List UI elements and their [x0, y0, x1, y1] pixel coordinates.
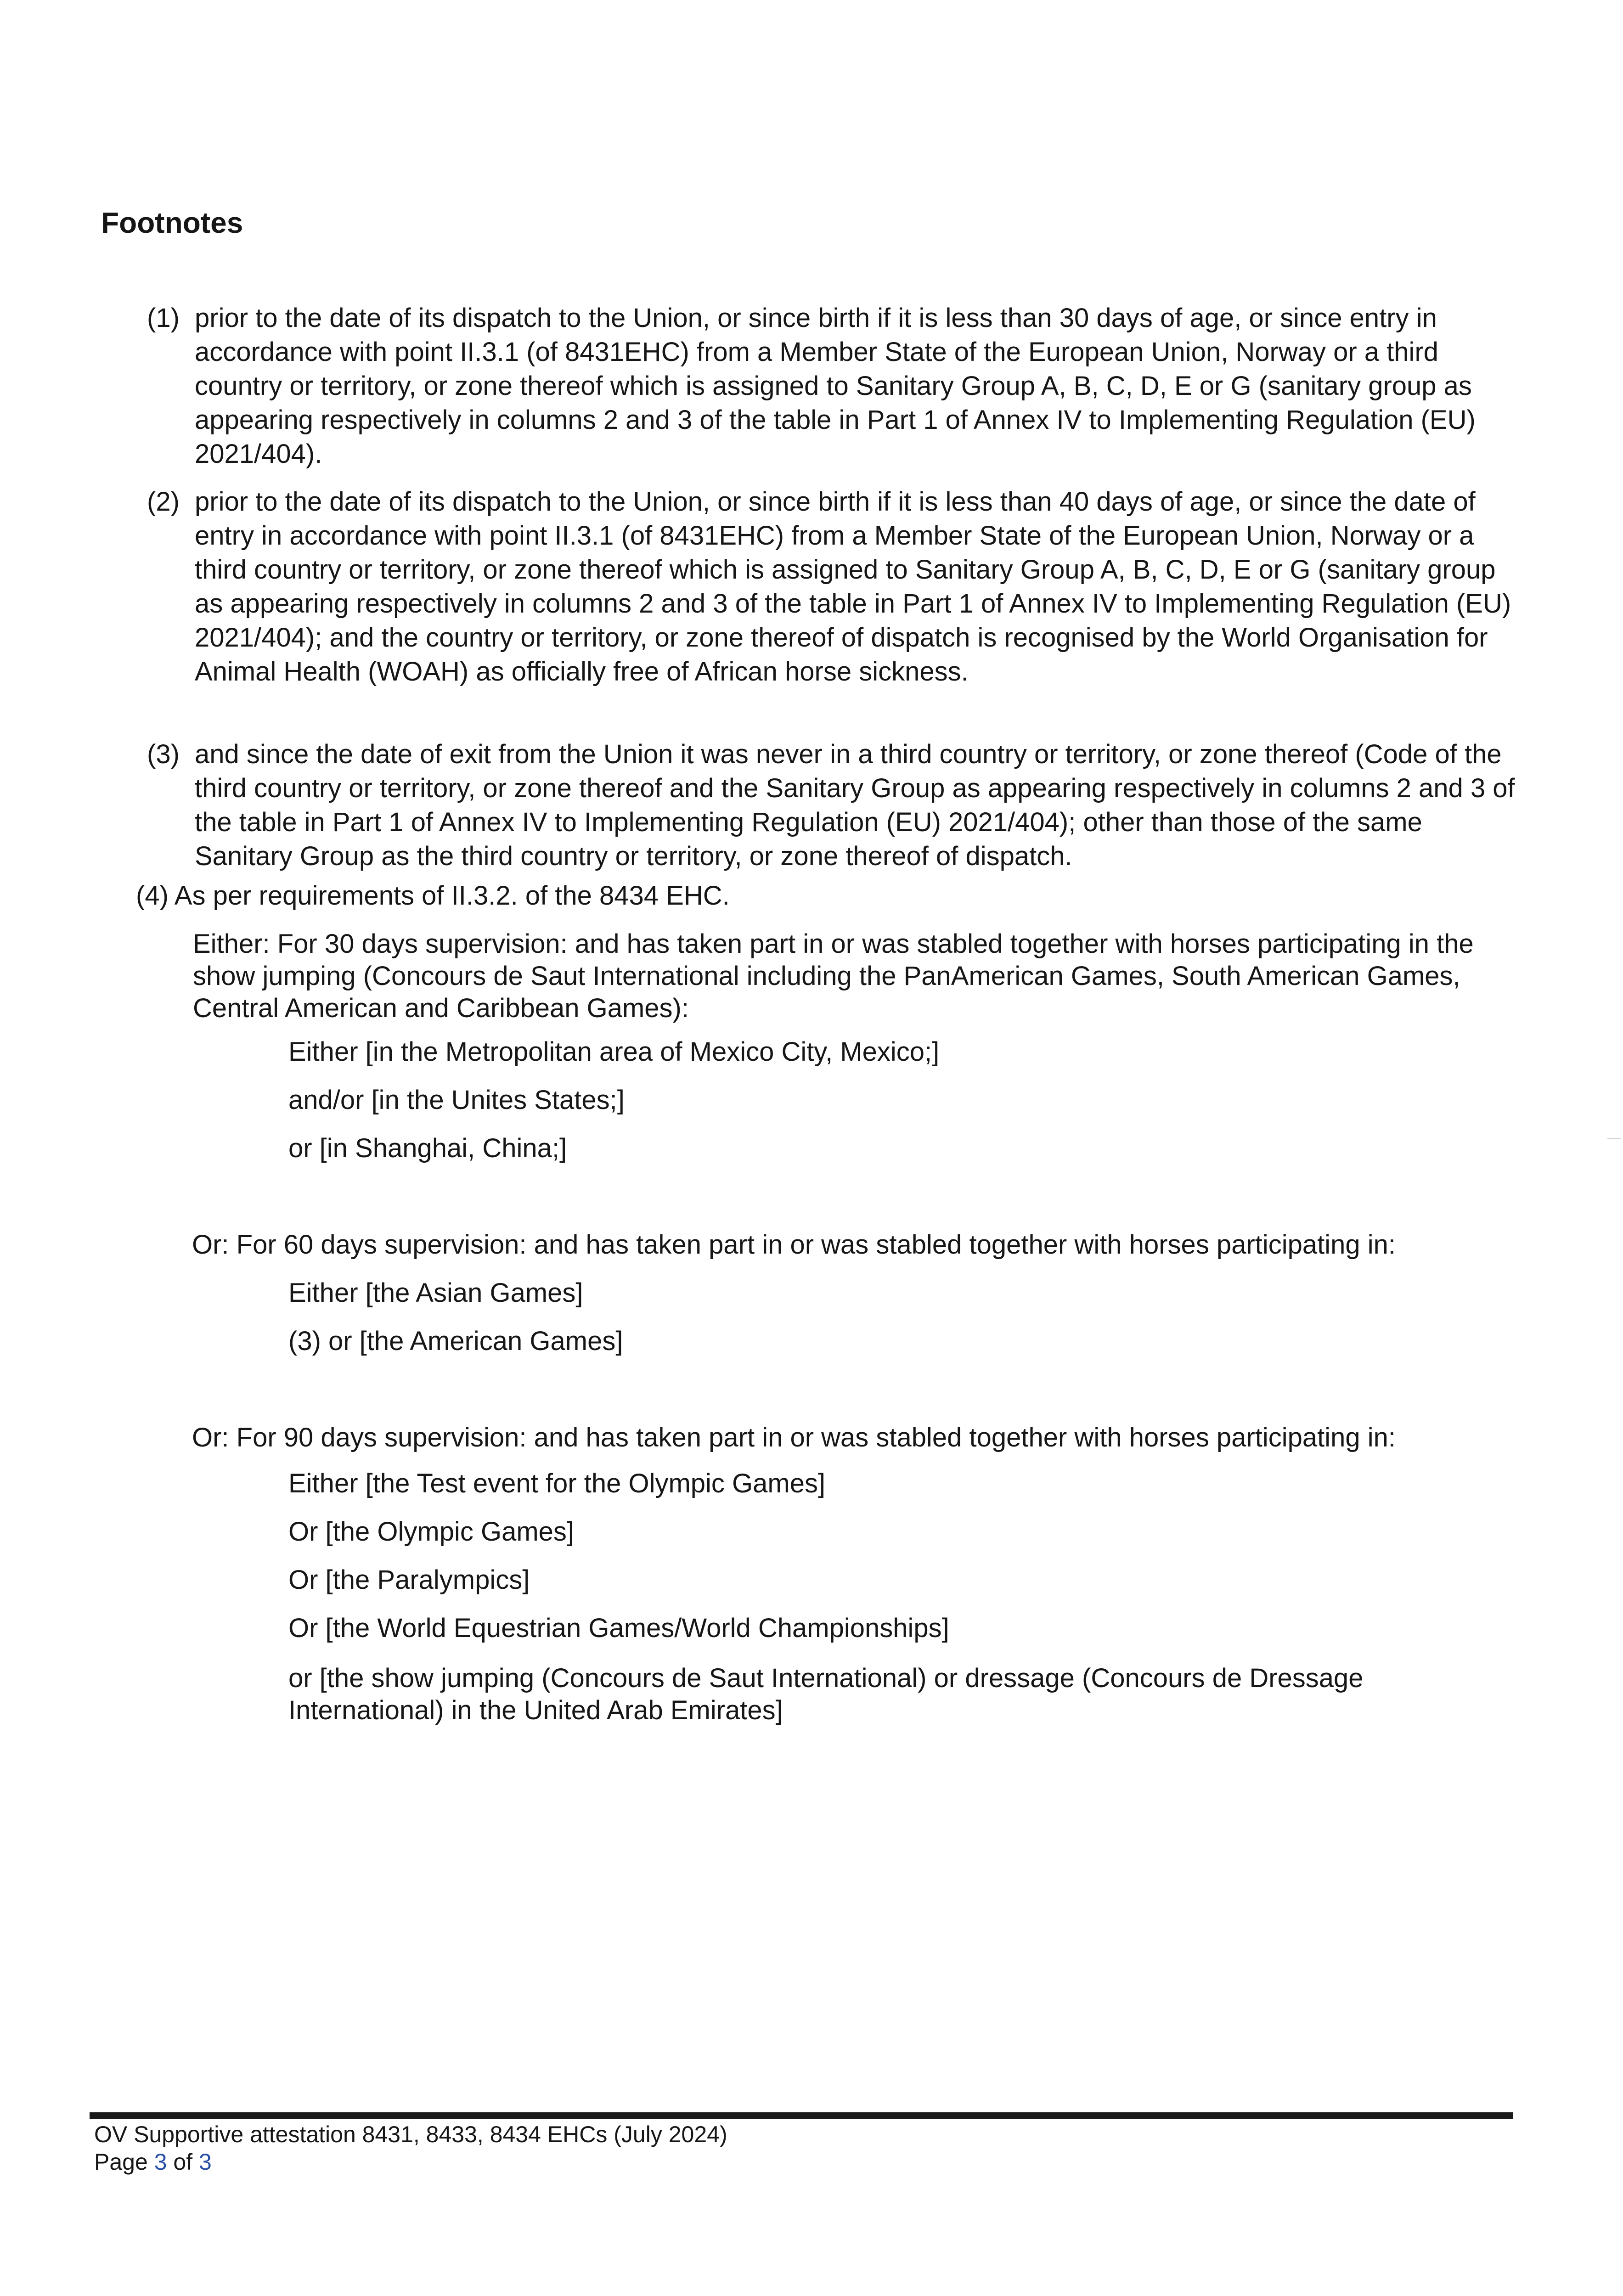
option-60-days-intro: Or: For 60 days supervision: and has taken part in or was stabled together with horses participating in: — [192, 1230, 1396, 1260]
page-number — [94, 2148, 212, 2176]
footnote-1-text: prior to the date of its dispatch to the Union, or since birth if it is less than 30 days of age, or since entry in accordance with point II.3.1 (of 8431EHC) from a Member State of the European Union, Norway or a third country or territory, or zone thereof which is assigned to Sanitary Group A, B, C, D, E or G (sanitary group as appearing respectively in columns 2 and 3 of the table in Part 1 of Annex IV to Implementing Regulation (EU) 2021/404). — [195, 303, 1476, 469]
footnote-4-line: (4) As per requirements of II.3.2. of the 8434 EHC. — [136, 881, 730, 911]
page-current: 3 — [154, 2149, 167, 2175]
option-90-item-1: Either [the Test event for the Olympic Games] — [288, 1469, 826, 1498]
option-90-item-2: Or [the Olympic Games] — [288, 1517, 575, 1547]
page-heading: Footnotes — [101, 206, 243, 239]
footer-title: OV Supportive attestation 8431, 8433, 8434 EHCs (July 2024) — [94, 2122, 727, 2147]
option-60-item-2: (3) or [the American Games] — [288, 1326, 623, 1356]
option-90-item-4: Or [the World Equestrian Games/World Championships] — [288, 1613, 949, 1643]
footnote-2-text: prior to the date of its dispatch to the Union, or since birth if it is less than 40 days of age, or since the date of entry in accordance with point II.3.1 (of 8431EHC) from a Member State of the European Union, Norway or a third country or territory, or zone thereof which is assigned to Sanitary Group A, B, C, D, E or G (sanitary group as appearing respectively in columns 2 and 3 of the table in Part 1 of Annex IV to Implementing Regulation (EU) 2021/404); and the country or territory, or zone thereof of dispatch is recognised by the World Organisation for Animal Health (WOAH) as officially free of African horse sickness. — [195, 487, 1511, 687]
option-60-item-1: Either [the Asian Games] — [288, 1278, 583, 1308]
page-label: Page — [94, 2149, 148, 2175]
option-90-item-3: Or [the Paralympics] — [288, 1565, 530, 1595]
footnote-2-number: (2) — [147, 487, 180, 517]
option-30-item-1: Either [in the Metropolitan area of Mexico City, Mexico;] — [288, 1037, 940, 1067]
footnote-3-text: and since the date of exit from the Union it was never in a third country or territory, or zone thereof (Code of the third country or territory, or zone thereof and the Sanitary Group as appearing respectively in columns 2 and 3 of the table in Part 1 of Annex IV to Implementing Regulation (EU) 2021/404); other than those of the same Sanitary Group as the third country or territory, or zone thereof of dispatch. — [195, 739, 1515, 871]
option-30-item-3: or [in Shanghai, China;] — [288, 1133, 567, 1163]
option-90-days-intro: Or: For 90 days supervision: and has taken part in or was stabled together with horses participating in: — [192, 1423, 1396, 1452]
footnote-1-number: (1) — [147, 303, 180, 333]
footnote-3-number: (3) — [147, 739, 180, 769]
option-30-item-2: and/or [in the Unites States;] — [288, 1085, 625, 1115]
page-total: 3 — [199, 2149, 212, 2175]
option-90-item-5: or [the show jumping (Concours de Saut International) or dressage (Concours de Dressage International) in the United Arab Emirates] — [288, 1663, 1364, 1725]
page-of: of — [173, 2149, 193, 2175]
option-30-days-intro: Either: For 30 days supervision: and has taken part in or was stabled together with horses participating in the show jumping (Concours de Saut International including the PanAmerican Games, South American Games, Central American and Caribbean Games): — [193, 929, 1474, 1023]
footer-rule — [90, 2112, 1513, 2119]
scan-mark — [1607, 1138, 1621, 1139]
